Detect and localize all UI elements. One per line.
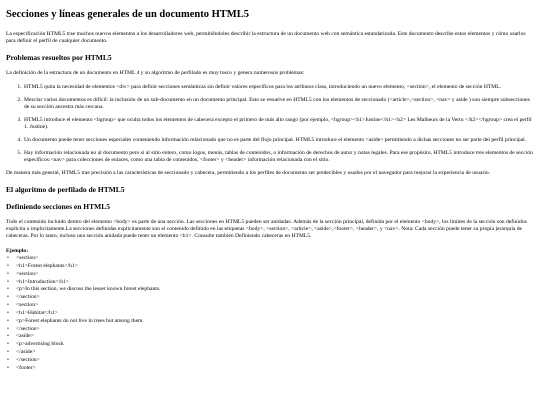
code-line: • <section> xyxy=(16,302,534,310)
problem-item: 1. HTML5 quita la necesidad de elementos <div> para definir secciones semánticas sin definir valores específicos para los atributos class, introduciendo un nuevo elemento, <section>, el elemento de sección HTML. xyxy=(23,84,534,91)
code-line: • </section> xyxy=(16,357,534,365)
code-line: • </aside> xyxy=(16,349,534,357)
problem-item: 5. Hay información relacionada no al documento pero si al sitio entero, como logos, menús, tablas de contenidos, o información de derechos de autor y notas legales. Para ese propósito, HTML5 introduce tres elementos de sección específicos:<nav> para colecciones de enlaces, como una tabla de contenidos, <footer> y <header> información relacionada con el sitio. xyxy=(23,150,534,164)
code-line: • <section> xyxy=(16,255,534,263)
intro-paragraph: La especificación HTML5 trae muchos nuevos elementos a los desarrolladores web, permitiéndoles describir la estructura de un documento web con semántica estandarizada. Este documento describe estos elementos y cómo usarlos para definir el perfil de cualquier documento. xyxy=(6,30,526,44)
sections-body: Todo el contenido incluido dentro del elemento <body> es parte de una sección. Las secciones en HTML5 pueden ser anidadas. Además de la sección principal, definida por el elemento <body>, los límites de la sección son definidos explícita o implícitamente.La secciones definidas explícitamente son el contenido definido en las etiquetas <body>, <section>, <article>, <aside>,<footer>, <header>, y <nav>. Nota: Cada sección puede tener su propia jerarquía de cabeceras. Por lo tanto, incluso una sección anidada puede tener un elemento <h1>. Consulte también Definiendo cabeceras en HTML5. xyxy=(6,219,527,240)
code-line: • <h1>Habitat</h1> xyxy=(16,310,534,318)
sections-heading: Definiendo secciones en HTML5 xyxy=(6,201,110,211)
code-line: • <section> xyxy=(16,271,534,279)
problem-item: 2. Mezclar varios documentos es difícil: la inclusión de un sub-documento en un documento principal. Esto se resuelve en HTML5 con los elementos de seccionado (<article>,<section>, <nav> y aside ) son siempre subsecciones de su sección ancestra más cercana. xyxy=(23,97,534,111)
code-line: • <p>advertising block xyxy=(16,341,534,349)
problem-item: 4. Un documento puede tener secciones especiales conteniendo información relacionado que no es parte del flujo principal. HTML5 introduce el elemento <aside> permitiendo a dichas secciones no ser parte del perfil principal. xyxy=(23,137,534,144)
example-label: Ejemplo: xyxy=(6,248,29,255)
problems-lead: La definición de la estructura de un documento en HTML 4 y su algoritmo de perfilado es muy tosco y genera numerosos problemas: xyxy=(6,69,305,76)
problems-conclusion: De manera más general, HTML5 trae precisión a las características de seccionado y cabecera, permitiendo a los perfiles de documento ser predecibles y usados por el navegador para mejorar la experiencia de usuario. xyxy=(6,169,491,176)
problem-item: 3. HTML5 introduce el elemento <hgroup> que oculta todos los elementos de cabecera excepto el primero de más alto rango (por ejemplo, <hgroup><h1>Justine</h1><h2> Les Malheurs de la Vertu </h2></hgroup> crea el perfil 1. Justine). xyxy=(23,117,534,131)
code-line: • <p>In this section, we discuss the lesser known forest elephants. xyxy=(16,286,534,294)
code-line: • <h1>Introduction</h1> xyxy=(16,279,534,287)
code-line: • </section> xyxy=(16,326,534,334)
problems-list xyxy=(6,84,534,164)
problems-heading: Problemas resueltos por HTML5 xyxy=(6,52,112,62)
code-line: • <aside> xyxy=(16,333,534,341)
example-code-list xyxy=(6,255,534,372)
code-line: • <footer> xyxy=(16,365,534,373)
code-line: • <h1>Forest elephants</h1> xyxy=(16,263,534,271)
code-line: • <p>Forest elephants do not live in trees but among them. xyxy=(16,318,534,326)
algorithm-heading: El algoritmo de perfilado de HTML5 xyxy=(6,184,125,194)
page-title: Secciones y líneas generales de un documento HTML5 xyxy=(6,9,249,20)
code-line: • </section> xyxy=(16,294,534,302)
